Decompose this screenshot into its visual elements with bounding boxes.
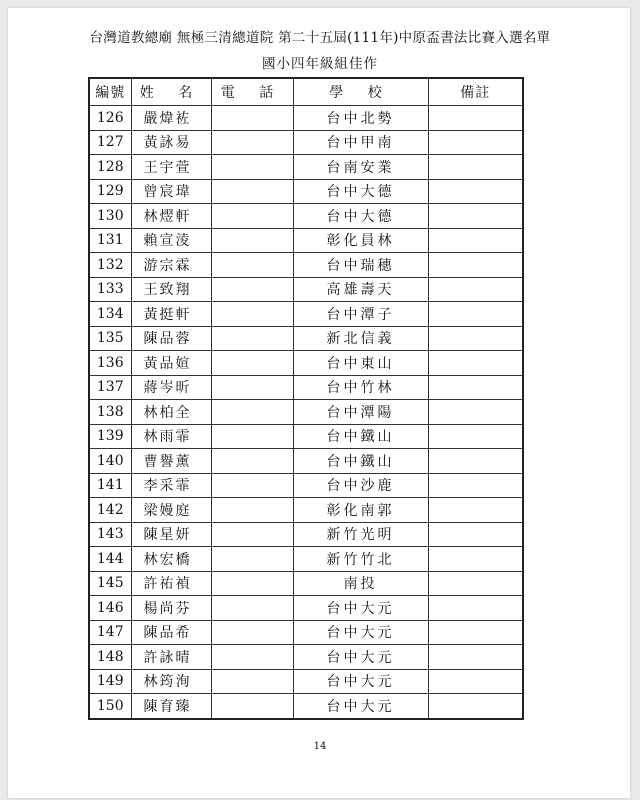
entry-note xyxy=(428,130,523,155)
table-row xyxy=(89,669,523,694)
entry-note xyxy=(428,473,523,498)
entry-number: 142 xyxy=(89,498,131,523)
entry-school: 新北信義 xyxy=(293,326,428,351)
entry-number: 126 xyxy=(89,106,131,131)
header-number: 編號 xyxy=(89,78,131,106)
entry-note xyxy=(428,155,523,180)
table-row xyxy=(89,302,523,327)
entry-number: 146 xyxy=(89,596,131,621)
table-header-row xyxy=(89,78,523,106)
entry-number: 137 xyxy=(89,375,131,400)
entry-school: 台中鐵山 xyxy=(293,424,428,449)
entry-number: 148 xyxy=(89,645,131,670)
entry-number: 149 xyxy=(89,669,131,694)
entry-phone xyxy=(211,302,293,327)
entry-phone xyxy=(211,130,293,155)
entry-number: 127 xyxy=(89,130,131,155)
document-subtitle: 國小四年級組佳作 xyxy=(262,56,378,72)
entry-school: 台中大德 xyxy=(293,179,428,204)
entry-name: 林雨霏 xyxy=(131,424,211,449)
entry-note xyxy=(428,204,523,229)
entry-name: 王致翔 xyxy=(131,277,211,302)
entry-number: 141 xyxy=(89,473,131,498)
table-row xyxy=(89,106,523,131)
table-row xyxy=(89,498,523,523)
entry-name: 林筠洵 xyxy=(131,669,211,694)
entry-number: 138 xyxy=(89,400,131,425)
table-row xyxy=(89,179,523,204)
entry-name: 蔣岑昕 xyxy=(131,375,211,400)
entry-name: 李采霏 xyxy=(131,473,211,498)
entry-school: 台南安業 xyxy=(293,155,428,180)
entry-note xyxy=(428,253,523,278)
entry-school: 彰化南郭 xyxy=(293,498,428,523)
entry-number: 150 xyxy=(89,694,131,719)
document-title: 台灣道教總廟 無極三清總道院 第二十五屆(111年)中原盃書法比賽入選名單 xyxy=(89,30,551,46)
entry-phone xyxy=(211,449,293,474)
entry-number: 130 xyxy=(89,204,131,229)
header-note: 備註 xyxy=(428,78,523,106)
entry-number: 128 xyxy=(89,155,131,180)
entry-phone xyxy=(211,326,293,351)
entry-number: 134 xyxy=(89,302,131,327)
entry-number: 132 xyxy=(89,253,131,278)
entry-name: 林宏橋 xyxy=(131,547,211,572)
entry-note xyxy=(428,326,523,351)
entry-school: 台中大元 xyxy=(293,669,428,694)
entry-number: 144 xyxy=(89,547,131,572)
table-row xyxy=(89,424,523,449)
entry-phone xyxy=(211,571,293,596)
entry-note xyxy=(428,277,523,302)
entry-name: 王宇萱 xyxy=(131,155,211,180)
entry-number: 139 xyxy=(89,424,131,449)
entry-name: 賴宣淩 xyxy=(131,228,211,253)
entry-name: 梁嫚庭 xyxy=(131,498,211,523)
entry-name: 許詠晴 xyxy=(131,645,211,670)
table-row xyxy=(89,375,523,400)
entry-phone xyxy=(211,694,293,719)
entry-number: 133 xyxy=(89,277,131,302)
entry-note xyxy=(428,522,523,547)
entry-name: 嚴煒袏 xyxy=(131,106,211,131)
table-row xyxy=(89,155,523,180)
entry-name: 林柏全 xyxy=(131,400,211,425)
entry-school: 台中東山 xyxy=(293,351,428,376)
entry-name: 黃品媗 xyxy=(131,351,211,376)
entry-name: 黃挺軒 xyxy=(131,302,211,327)
entry-name: 曹譽薰 xyxy=(131,449,211,474)
entry-school: 台中大元 xyxy=(293,694,428,719)
entry-number: 129 xyxy=(89,179,131,204)
entry-name: 黃詠易 xyxy=(131,130,211,155)
entry-name: 林熤軒 xyxy=(131,204,211,229)
entry-number: 143 xyxy=(89,522,131,547)
entry-phone xyxy=(211,106,293,131)
table-row xyxy=(89,645,523,670)
entry-phone xyxy=(211,253,293,278)
entry-school: 彰化員林 xyxy=(293,228,428,253)
entry-school: 高雄壽天 xyxy=(293,277,428,302)
entry-name: 陳品蓉 xyxy=(131,326,211,351)
table-row xyxy=(89,522,523,547)
table-row xyxy=(89,571,523,596)
table-row xyxy=(89,596,523,621)
table-row xyxy=(89,228,523,253)
entry-note xyxy=(428,694,523,719)
entry-number: 147 xyxy=(89,620,131,645)
table-row xyxy=(89,449,523,474)
entry-school: 台中潭子 xyxy=(293,302,428,327)
table-row xyxy=(89,326,523,351)
entry-school: 台中瑞穗 xyxy=(293,253,428,278)
entry-school: 台中鐵山 xyxy=(293,449,428,474)
entry-number: 140 xyxy=(89,449,131,474)
entry-note xyxy=(428,449,523,474)
table-row xyxy=(89,253,523,278)
table-row xyxy=(89,277,523,302)
table-row xyxy=(89,130,523,155)
entry-note xyxy=(428,498,523,523)
entry-name: 游宗霖 xyxy=(131,253,211,278)
entry-note xyxy=(428,571,523,596)
entry-phone xyxy=(211,424,293,449)
entry-note xyxy=(428,645,523,670)
table-row xyxy=(89,351,523,376)
entry-school: 台中甲南 xyxy=(293,130,428,155)
entry-phone xyxy=(211,547,293,572)
entry-number: 131 xyxy=(89,228,131,253)
entry-name: 陳品希 xyxy=(131,620,211,645)
entry-phone xyxy=(211,669,293,694)
entry-note xyxy=(428,179,523,204)
page-number: 14 xyxy=(313,741,327,752)
entry-school: 台中潭陽 xyxy=(293,400,428,425)
entry-phone xyxy=(211,645,293,670)
table-row xyxy=(89,694,523,719)
entry-phone xyxy=(211,351,293,376)
entry-phone xyxy=(211,620,293,645)
entry-school: 台中竹林 xyxy=(293,375,428,400)
entry-note xyxy=(428,424,523,449)
entry-phone xyxy=(211,155,293,180)
roster-table xyxy=(88,77,524,720)
entry-number: 145 xyxy=(89,571,131,596)
entry-school: 台中大元 xyxy=(293,645,428,670)
table-row xyxy=(89,547,523,572)
entry-phone xyxy=(211,179,293,204)
entry-phone xyxy=(211,400,293,425)
entry-school: 台中沙鹿 xyxy=(293,473,428,498)
entry-note xyxy=(428,375,523,400)
header-school: 學 校 xyxy=(293,78,428,106)
entry-note xyxy=(428,106,523,131)
entry-school: 新竹竹北 xyxy=(293,547,428,572)
header-phone: 電 話 xyxy=(211,78,293,106)
entry-phone xyxy=(211,522,293,547)
entry-school: 台中大元 xyxy=(293,620,428,645)
entry-school: 台中大德 xyxy=(293,204,428,229)
entry-name: 楊尚芬 xyxy=(131,596,211,621)
entry-note xyxy=(428,596,523,621)
entry-phone xyxy=(211,277,293,302)
entry-note xyxy=(428,351,523,376)
entry-school: 新竹光明 xyxy=(293,522,428,547)
table-row xyxy=(89,620,523,645)
entry-number: 135 xyxy=(89,326,131,351)
entry-name: 曾宸瑋 xyxy=(131,179,211,204)
roster-body xyxy=(89,106,523,719)
entry-note xyxy=(428,302,523,327)
entry-phone xyxy=(211,473,293,498)
header-name: 姓 名 xyxy=(131,78,211,106)
entry-name: 陳星妍 xyxy=(131,522,211,547)
table-row xyxy=(89,400,523,425)
entry-number: 136 xyxy=(89,351,131,376)
entry-note xyxy=(428,669,523,694)
entry-name: 陳育臻 xyxy=(131,694,211,719)
entry-name: 許祐禎 xyxy=(131,571,211,596)
entry-phone xyxy=(211,596,293,621)
entry-note xyxy=(428,620,523,645)
entry-note xyxy=(428,228,523,253)
entry-note xyxy=(428,400,523,425)
entry-phone xyxy=(211,228,293,253)
entry-school: 台中北勢 xyxy=(293,106,428,131)
entry-phone xyxy=(211,375,293,400)
entry-school: 台中大元 xyxy=(293,596,428,621)
table-row xyxy=(89,204,523,229)
entry-phone xyxy=(211,204,293,229)
entry-note xyxy=(428,547,523,572)
entry-school: 南投 xyxy=(293,571,428,596)
table-row xyxy=(89,473,523,498)
entry-phone xyxy=(211,498,293,523)
